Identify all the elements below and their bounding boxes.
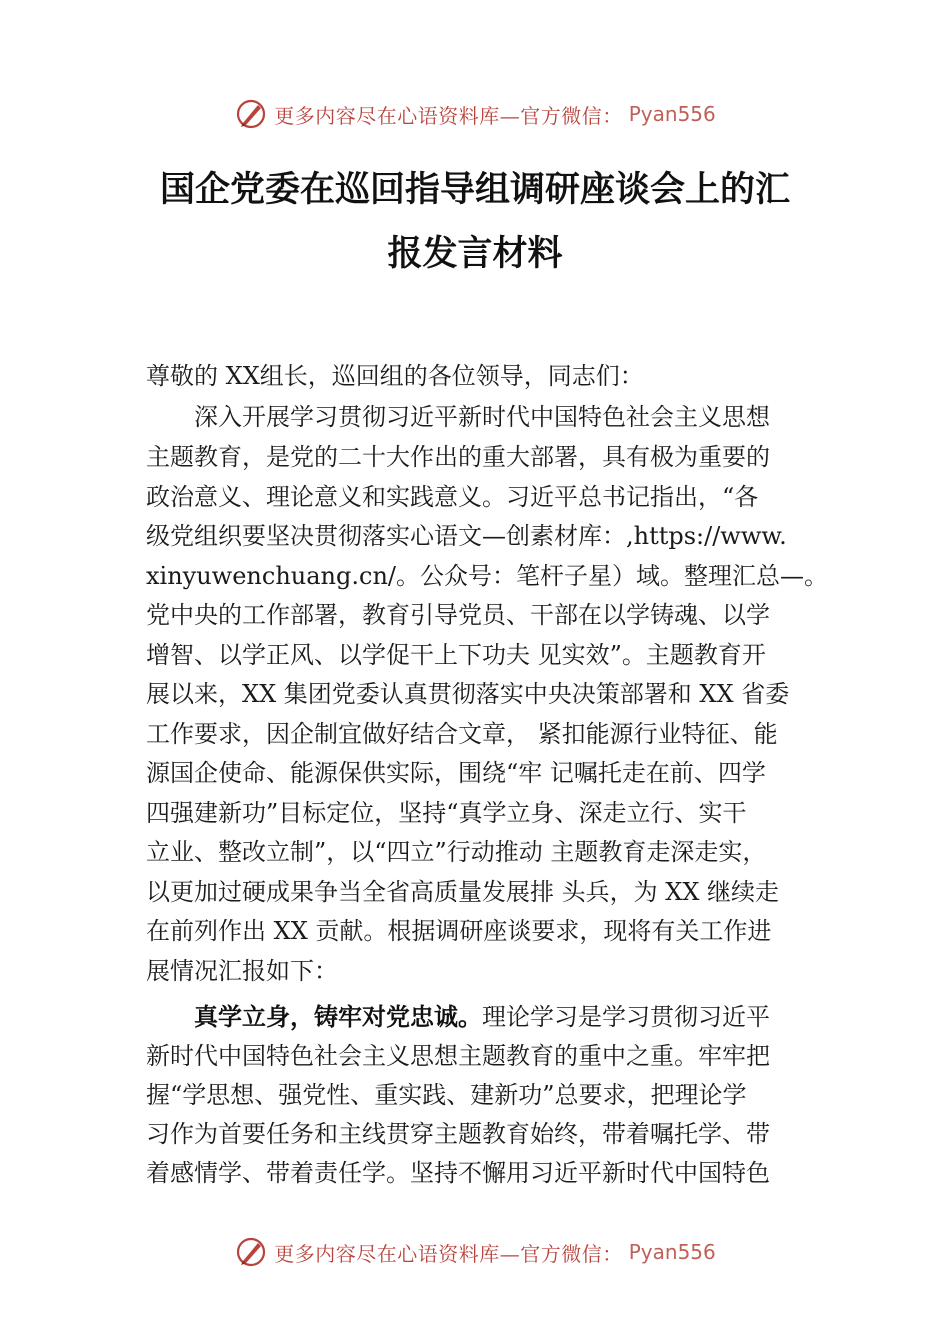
paragraph-1-line: 增智、以学正风、以学促干上下功夫 见实效”。主题教育开 — [146, 641, 766, 669]
header-watermark — [0, 94, 950, 134]
watermark-text: 更多内容尽在心语资料库—官方微信： — [274, 1241, 623, 1266]
document-title — [0, 158, 950, 286]
paragraph-1-line: 党中央的工作部署，教育引导党员、干部在以学铸魂、以学 — [146, 601, 770, 629]
paragraph-1-line: 政治意义、理论意义和实践意义。习近平总书记指出，“各 — [146, 483, 759, 511]
paragraph-1-line: 以更加过硬成果争当全省高质量发展排 头兵，为 XX 继续走 — [146, 878, 780, 906]
paragraph-1-line: 展以来，XX 集团党委认真贯彻落实中央决策部署和 XX 省委 — [146, 680, 790, 708]
paragraph-2-line: 习作为首要任务和主线贯穿主题教育始终，带着嘱托学、带 — [146, 1120, 770, 1148]
paragraph-2-line: 新时代中国特色社会主义思想主题教育的重中之重。牢牢把 — [146, 1042, 770, 1070]
paragraph-1-line: 级党组织要坚决贯彻落实心语文—创素材库：,https://www. — [146, 522, 787, 550]
paragraph-1-line: 源国企使命、能源保供实际，围绕“牢 记嘱托走在前、四学 — [146, 759, 766, 787]
footer-watermark — [0, 1232, 950, 1272]
watermark-wechat-id: Pyan556 — [628, 102, 716, 126]
paragraph-1-line: 主题教育，是党的二十大作出的重大部署，具有极为重要的 — [146, 443, 770, 471]
watermark-text: 更多内容尽在心语资料库—官方微信： — [274, 103, 623, 128]
paragraph-1-line: 四强建新功”目标定位，坚持“真学立身、深走立行、实干 — [146, 799, 747, 827]
paragraph-2-line: 着感情学、带着责任学。坚持不懈用习近平新时代中国特色 — [146, 1159, 770, 1187]
paragraph-2-first-rest: 理论学习是学习贯彻习近平 — [482, 1003, 770, 1031]
paragraph-1-line: 深入开展学习贯彻习近平新时代中国特色社会主义思想 — [194, 403, 770, 431]
paragraph-1-line: xinyuwenchuang.cn/。公众号：笔杆子星）域。整理汇总—。 — [146, 562, 828, 590]
greeting: 尊敬的 XX组长，巡回组的各位领导，同志们： — [146, 362, 644, 390]
watermark-wechat-id: Pyan556 — [628, 1240, 716, 1264]
paragraph-2-line: 握“学思想、强党性、重实践、建新功”总要求，把理论学 — [146, 1081, 747, 1109]
paragraph-1-line: 展情况汇报如下： — [146, 957, 338, 985]
paragraph-2-first-line — [194, 1002, 894, 1032]
paragraph-1-line: 工作要求，因企制宜做好结合文章， 紧扣能源行业特征、能 — [146, 720, 778, 748]
title-line-1: 国企党委在巡回指导组调研座谈会上的汇 — [159, 169, 790, 210]
paragraph-1-line: 在前列作出 XX 贡献。根据调研座谈要求，现将有关工作进 — [146, 917, 772, 945]
pen-logo-icon — [234, 97, 268, 131]
paragraph-2-lead: 真学立身，铸牢对党忠诚。 — [194, 1003, 482, 1031]
paragraph-1-line: 立业、整改立制”，以“四立”行动推动 主题教育走深走实， — [146, 838, 767, 866]
title-line-2: 报发言材料 — [387, 233, 563, 274]
pen-logo-icon — [234, 1235, 268, 1269]
